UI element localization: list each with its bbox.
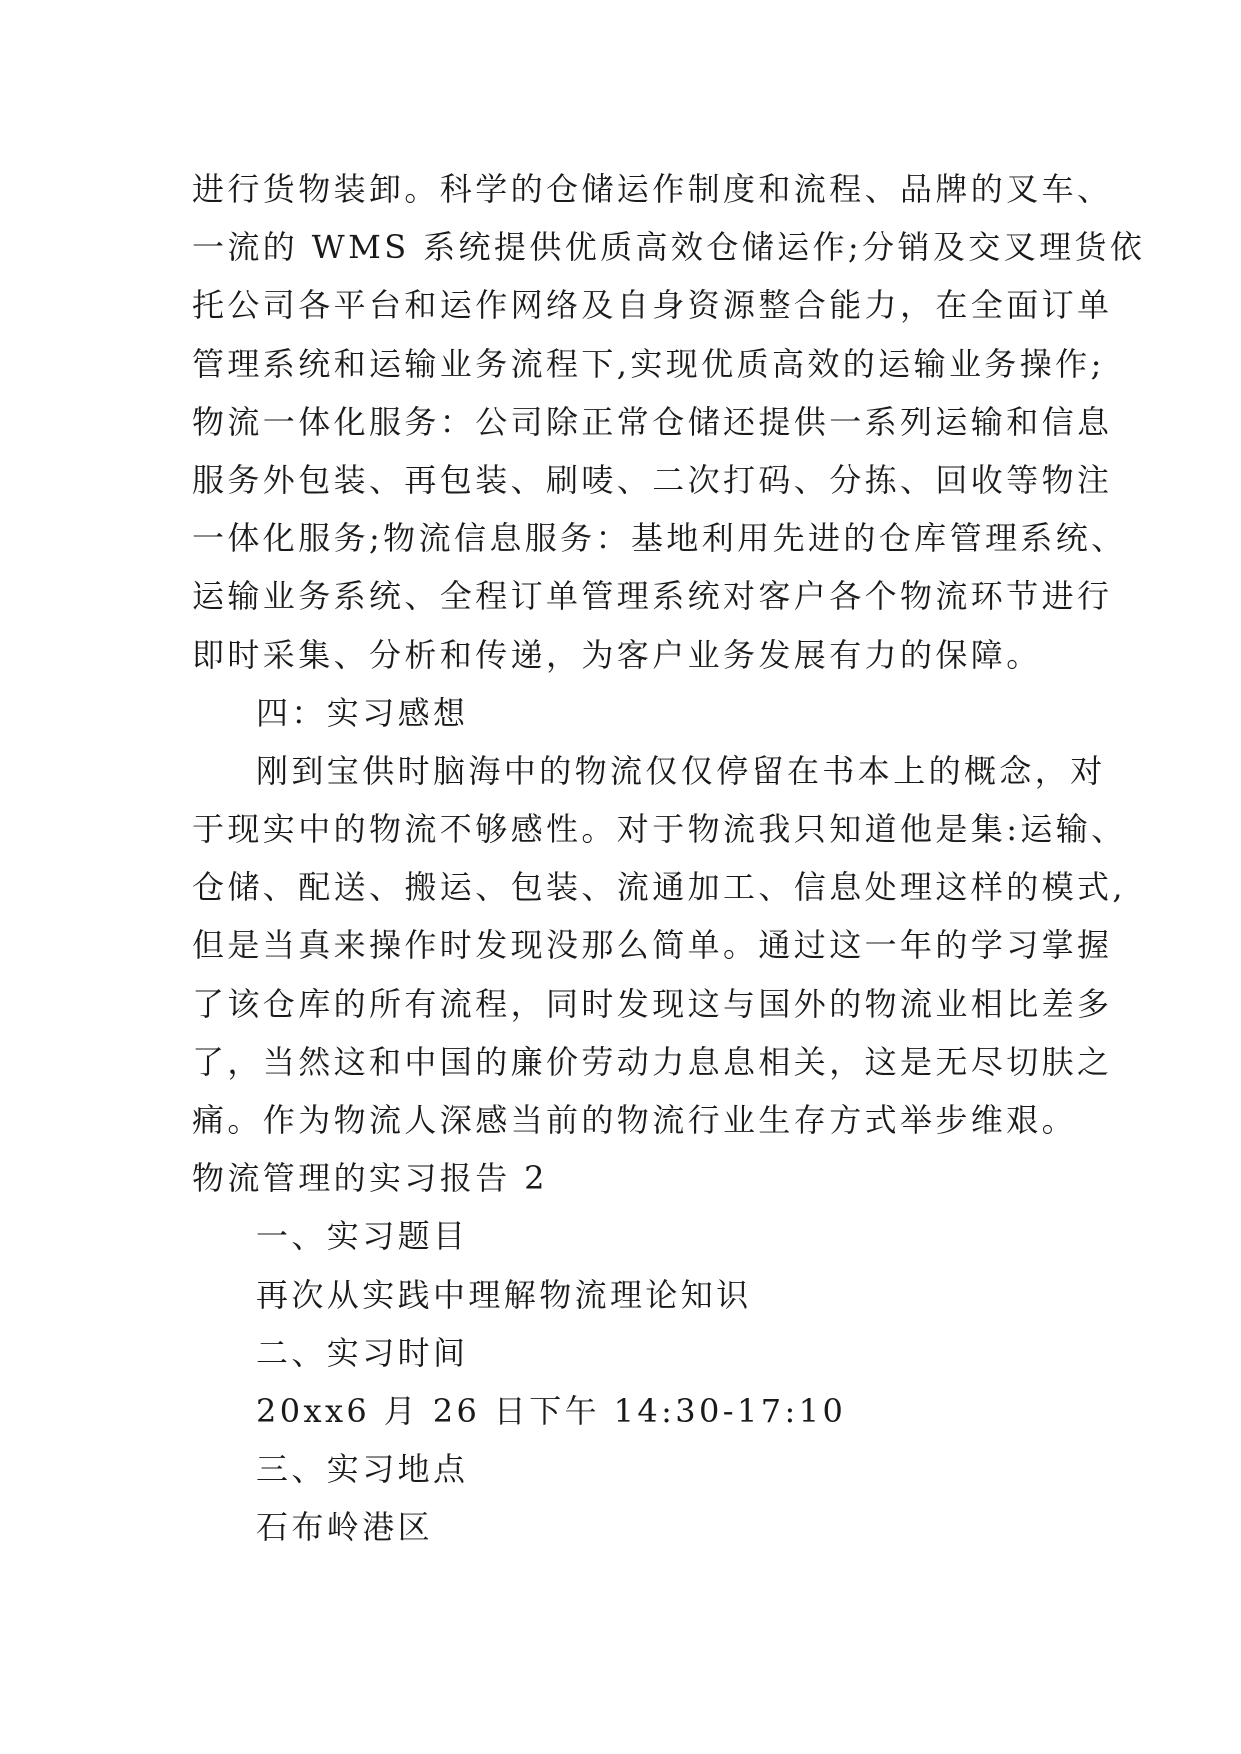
report2-title: 物流管理的实习报告 2 [192,1159,548,1198]
document-page [192,160,1146,1557]
para1-line-9: 即时采集、分析和传递，为客户业务发展有力的保障。 [192,635,1042,674]
para2-line-7: 痛。作为物流人深感当前的物流行业生存方式举步维艰。 [192,1101,1078,1139]
report2-location-value: 石布岭港区 [256,1508,434,1547]
para1-line-4: 管理系统和运输业务流程下,实现优质高效的运输业务操作; [192,344,1105,383]
report2-time-value: 20xx6 月 26 日下午 14:30-17:10 [256,1391,847,1430]
report2-topic-value: 再次从实践中理解物流理论知识 [256,1275,752,1314]
para2-line-4: 但是当真来操作时发现没那么简单。通过这一年的学习掌握 [192,926,1113,965]
para1-line-8: 运输业务系统、全程订单管理系统对客户各个物流环节进行 [192,577,1113,616]
report2-heading-location: 三、实习地点 [256,1450,469,1489]
para1-line-3: 托公司各平台和运作网络及自身资源整合能力，在全面订单 [192,286,1113,325]
para1-line-1: 进行货物装卸。科学的仓储运作制度和流程、品牌的叉车、 [192,170,1113,208]
para1-line-7: 一体化服务;物流信息服务：基地利用先进的仓库管理系统、 [192,519,1127,558]
para2-line-3: 仓储、配送、搬运、包装、流通加工、信息处理这样的模式, [192,868,1126,907]
para2-line-6: 了，当然这和中国的廉价劳动力息息相关，这是无尽切肤之 [192,1042,1113,1081]
para1-line-2: 一流的 WMS 系统提供优质高效仓储运作;分销及交叉理货依 [192,228,1146,267]
para2-line-2: 于现实中的物流不够感性。对于物流我只知道他是集:运输、 [192,810,1127,849]
para1-line-5: 物流一体化服务：公司除正常仓储还提供一系列运输和信息 [192,402,1113,441]
para1-line-6: 服务外包装、再包装、刷唛、二次打码、分拣、回收等物注 [192,460,1113,499]
section4-heading: 四：实习感想 [256,693,469,732]
para2-line-1: 刚到宝供时脑海中的物流仅仅停留在书本上的概念，对 [256,751,1106,790]
report2-heading-topic: 一、实习题目 [256,1217,469,1256]
report2-heading-time: 二、实习时间 [256,1333,469,1372]
para2-line-5: 了该仓库的所有流程，同时发现这与国外的物流业相比差多 [192,984,1113,1023]
